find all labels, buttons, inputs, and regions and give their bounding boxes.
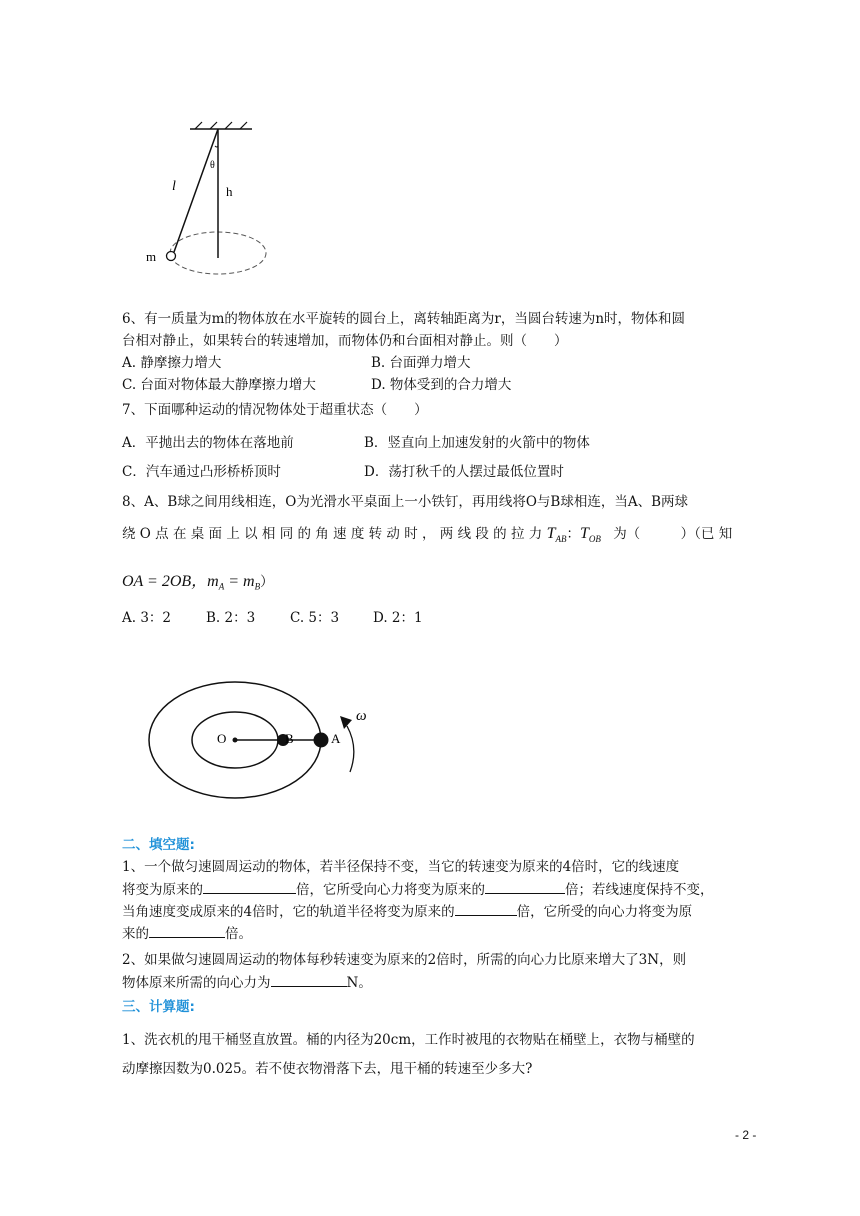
label-l: l (172, 179, 176, 194)
ball-a (314, 733, 329, 748)
q7-line-1: 7、下面哪种运动的情况物体处于超重状态（ ） (122, 402, 428, 418)
q6-line-2: 台相对静止，如果转台的转速增加，而物体仍和台面相对静止。则（ ） (122, 333, 568, 349)
q8-line-2-end: 为（ ）（已 知 (613, 526, 733, 542)
q6-option-a: A. 静摩擦力增大 (122, 355, 222, 371)
q6-line-1: 6、有一质量为m的物体放在水平旋转的圆台上，离转轴距离为r，当圆台转速为n时，物体和圆 (122, 311, 686, 327)
s2-q1-line-4: 来的 倍。 (122, 923, 762, 944)
section-3-title: 三、计算题: (122, 999, 195, 1015)
label-b: B (285, 731, 294, 746)
s2-q1-line-3: 当角速度变成原来的4倍时，它的轨道半径将变为原来的 倍，它所受的向心力将变为原 (122, 901, 762, 922)
nail-o (233, 738, 238, 743)
blank-2[interactable] (485, 879, 565, 894)
ceiling-hatch (195, 122, 247, 129)
orbit-figure (140, 676, 380, 816)
s3-q1-line-1: 1、洗衣机的甩干桶竖直放置。桶的内径为20cm，工作时被甩的衣物贴在桶壁上，衣物与桶壁的 (122, 1032, 695, 1048)
q8-option-a: A. 3：2 (122, 610, 172, 626)
page-number: - 2 - (735, 1128, 757, 1142)
label-a: A (331, 731, 341, 746)
q7-option-a: A．平抛出去的物体在落地前 (122, 435, 294, 451)
t-ob-symbol: $T_{OB}$ (579, 525, 601, 545)
q8-condition: OA = 2OB，$m_A = m_B$） (122, 573, 274, 592)
blank-5[interactable] (271, 972, 347, 987)
q7-option-d: D．荡打秋千的人摆过最低位置时 (364, 464, 564, 480)
section-2-title: 二、填空题: (122, 837, 195, 853)
label-theta: θ (210, 160, 215, 171)
q6-option-d: D. 物体受到的合力增大 (371, 377, 512, 393)
s2-q2-line-2: 物体原来所需的向心力为 N。 (122, 972, 762, 993)
theta-arc (215, 146, 218, 147)
s2-q2-line-1: 2、如果做匀速圆周运动的物体每秒转速变为原来的2倍时，所需的向心力比原来增大了3N，则 (122, 952, 687, 968)
q6-option-c: C. 台面对物体最大静摩擦力增大 (122, 377, 316, 393)
mass-bob (167, 252, 176, 261)
q8-option-d: D. 2：1 (373, 610, 423, 626)
q8-line-1: 8、A、B球之间用线相连，O为光滑水平桌面上一小铁钉，再用线将O与B球相连，当A、B两球 (122, 494, 688, 510)
pendulum-figure (140, 118, 280, 278)
s2-q1-line-1: 1、一个做匀速圆周运动的物体，若半径保持不变，当它的转速变为原来的4倍时，它的线速度 (122, 859, 680, 875)
q8-option-c: C. 5：3 (290, 610, 340, 626)
rotation-arrowhead (340, 716, 352, 729)
blank-1[interactable] (203, 879, 296, 894)
q8-option-b: B. 2：3 (206, 610, 256, 626)
blank-3[interactable] (455, 901, 517, 916)
string-line (174, 129, 218, 252)
label-omega: ω (356, 708, 367, 724)
q7-option-b: B．竖直向上加速发射的火箭中的物体 (364, 435, 590, 451)
label-h: h (226, 184, 233, 199)
t-ab-symbol: $T_{AB}$ (546, 525, 567, 545)
blank-4[interactable] (149, 923, 225, 938)
q7-option-c: C．汽车通过凸形桥桥顶时 (122, 464, 281, 480)
s3-q1-line-2: 动摩擦因数为0.025。若不使衣物滑落下去，甩干桶的转速至少多大? (122, 1061, 533, 1077)
q6-option-b: B. 台面弹力增大 (371, 355, 471, 371)
q8-line-2: 绕 O 点 在 桌 面 上 以 相 同 的 角 速 度 转 动 时 ， 两 线 段 的 拉 力 $T_{AB}$：$T_{OB}$ 为（ ）（已 知 (122, 525, 733, 545)
q8-line-2-text: 绕 O 点 在 桌 面 上 以 相 同 的 角 速 度 转 动 时 ， 两 线 段 的 拉 力 (122, 526, 543, 542)
label-o: O (217, 731, 227, 746)
label-m: m (146, 249, 157, 264)
rotation-arrow (347, 726, 354, 772)
s2-q1-line-2: 将变为原来的 倍，它所受向心力将变为原来的 倍；若线速度保持不变， (122, 879, 762, 900)
